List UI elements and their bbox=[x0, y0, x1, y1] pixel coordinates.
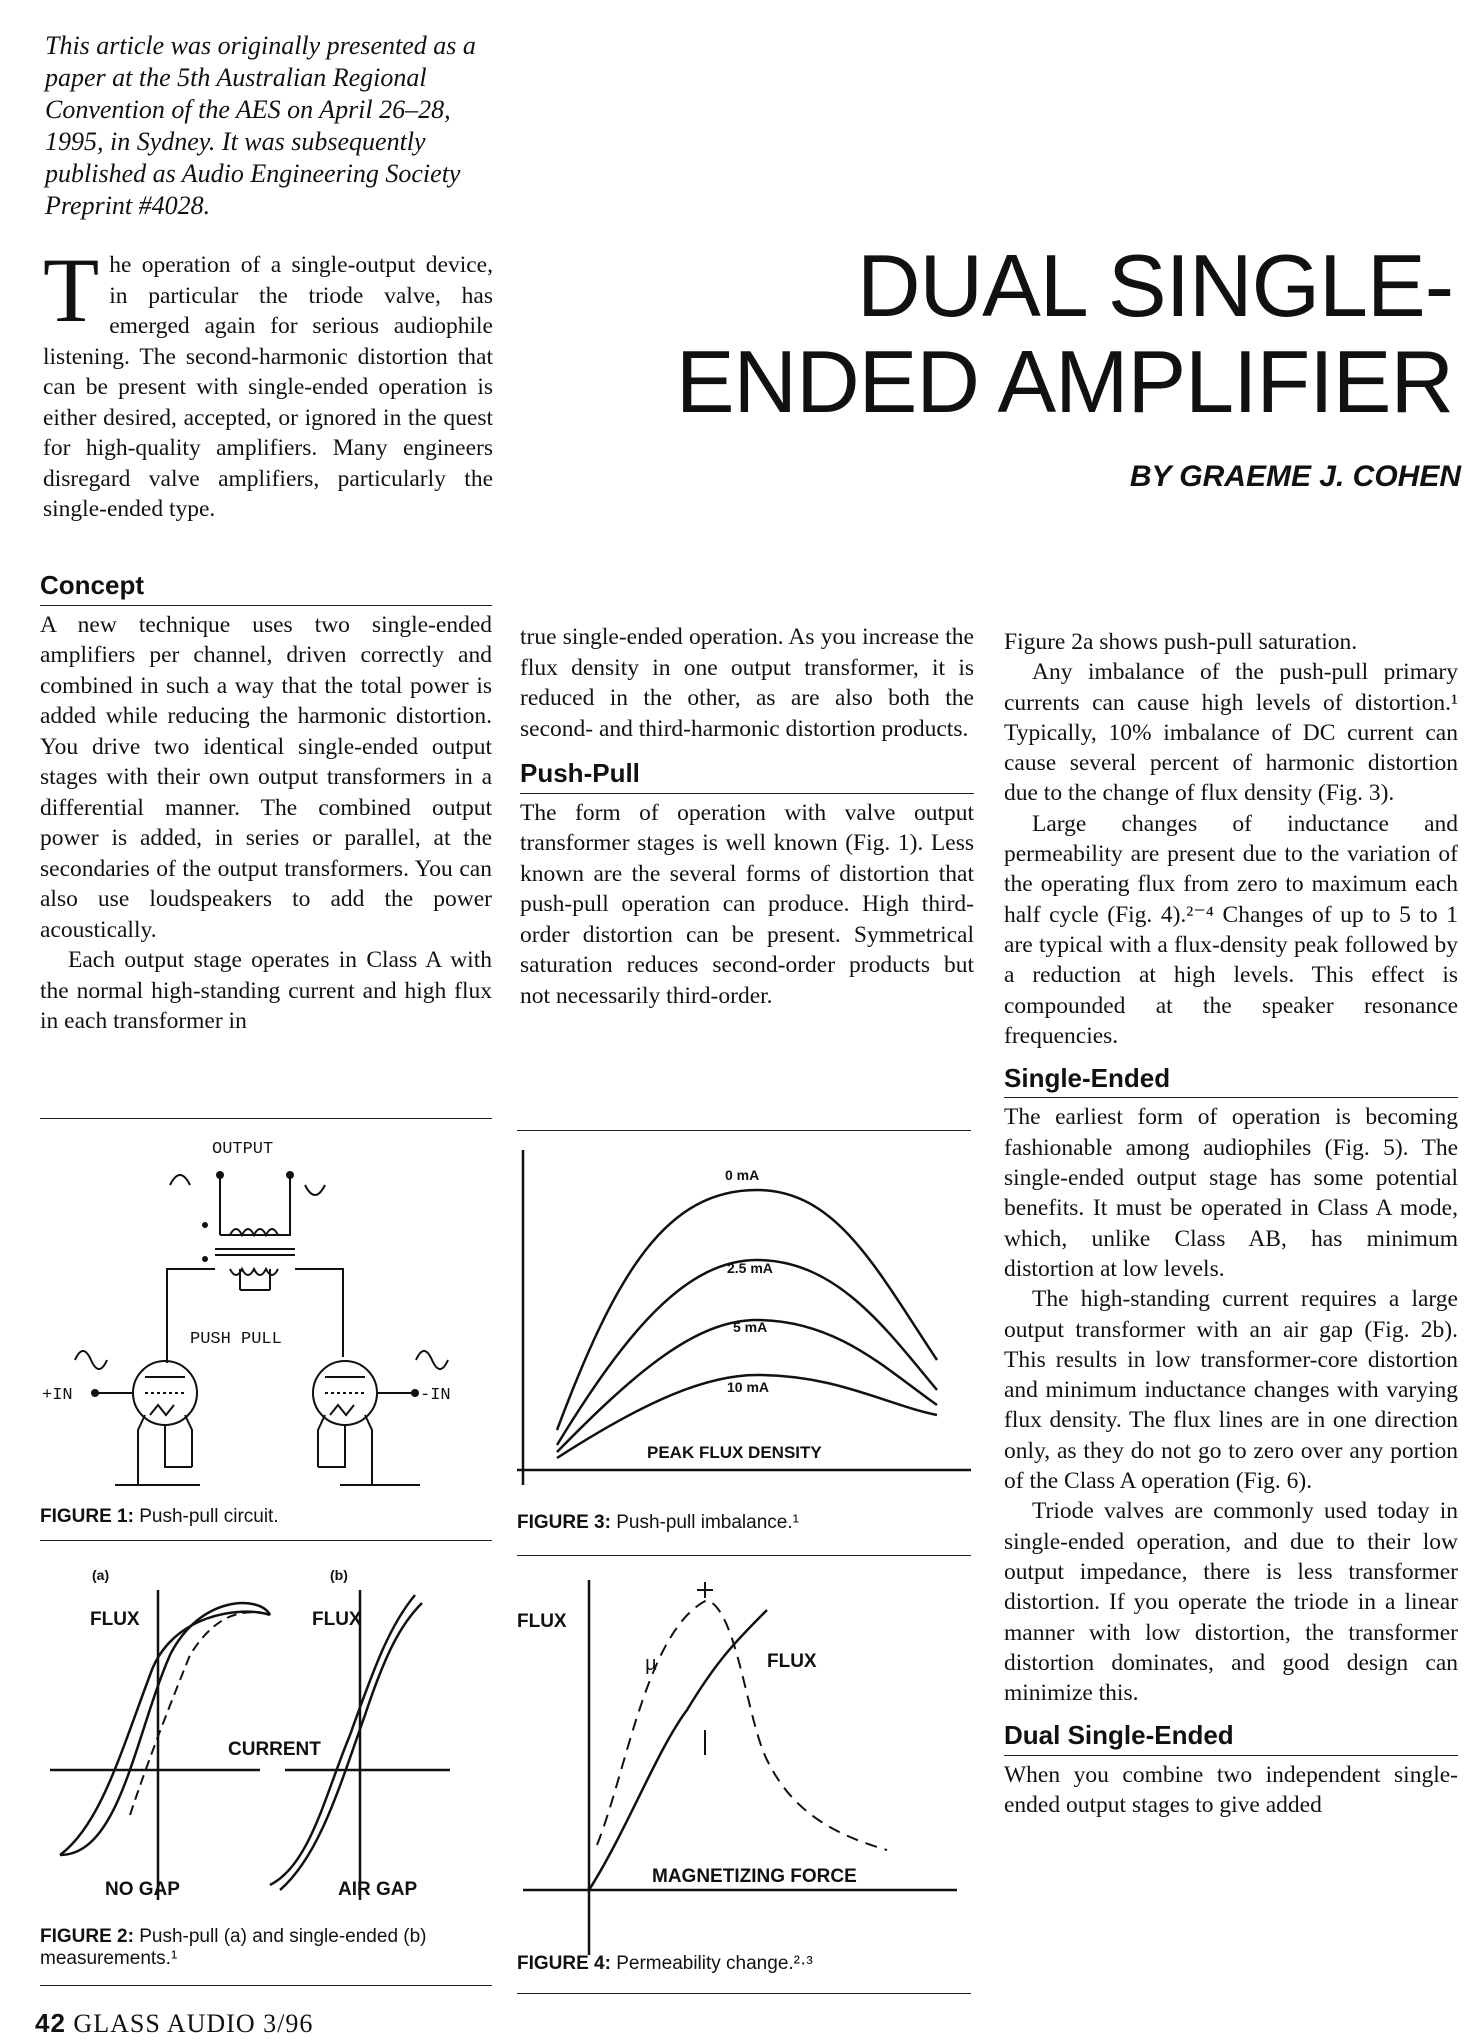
fig2-a-label: (a) bbox=[92, 1567, 110, 1583]
divider bbox=[40, 1118, 492, 1119]
caption-text: Push-pull (a) and single-ended (b) measurements.¹ bbox=[40, 1926, 427, 1969]
paragraph: Each output stage operates in Class A with the normal high-standing current and high flux in each transformer in bbox=[40, 947, 492, 1034]
paragraph: The high-standing current requires a large output transformer with an air gap (Fig. 2b). This results in low transformer-core distortion and minimum inductance changes with varying flux density. The flux lines are in one direction only, as they do not go to zero over any portion of the Class A operation (Fig. 6). bbox=[1004, 1286, 1458, 1495]
figure-1-caption bbox=[40, 1506, 279, 1528]
page-footer bbox=[35, 2008, 313, 2039]
divider bbox=[517, 1993, 971, 1994]
divider bbox=[517, 1130, 971, 1131]
flux-b-label: FLUX bbox=[312, 1609, 362, 1630]
drop-cap: T bbox=[43, 239, 100, 341]
paragraph: Any imbalance of the push-pull primary currents can cause high levels of distortion.¹ Typically, 10% imbalance of DC current can cause several percent of harmonic distortion due to the change of flux density (Fig. 3). bbox=[1004, 659, 1458, 807]
divider bbox=[40, 1540, 492, 1541]
curve-10ma-label: 10 mA bbox=[727, 1379, 770, 1395]
figure-4-permeability bbox=[517, 1570, 971, 1955]
flux-axis-label: FLUX bbox=[517, 1611, 567, 1632]
paragraph: When you combine two independent single-ended output stages to give added bbox=[1004, 1761, 1458, 1818]
journal-issue: GLASS AUDIO 3/96 bbox=[73, 2009, 314, 2038]
paragraph: Figure 2a shows push-pull saturation. bbox=[1004, 629, 1358, 655]
mu-label: μ bbox=[645, 1654, 658, 1677]
paragraph: Triode valves are commonly used today in single-ended operation, and due to their low output impedance, there is less transformer distortion. If you operate the triode in a linear manner with low distortion, the transformer distortion dominates, and good design can minimize this. bbox=[1004, 1498, 1458, 1707]
byline: BY GRAEME J. COHEN bbox=[1129, 460, 1461, 493]
fig2-b-label: (b) bbox=[330, 1567, 348, 1583]
title-line-2: ENDED AMPLIFIER bbox=[675, 332, 1453, 431]
page-number: 42 bbox=[35, 2008, 66, 2038]
intro-note: This article was originally presented as a paper at the 5th Australian Regional Convention of the AES on April 26–28, 1995, in Sydney. It was subsequently published as Audio Engineering Society Preprint #4028. bbox=[45, 31, 476, 220]
flux-curve-label: FLUX bbox=[767, 1651, 817, 1672]
peak-flux-density-label: PEAK FLUX DENSITY bbox=[647, 1443, 822, 1462]
figure-2-caption bbox=[40, 1926, 480, 1970]
figure-2-hysteresis bbox=[40, 1555, 492, 1935]
section-heading-single-ended: Single-Ended bbox=[1004, 1063, 1458, 1098]
paragraph: The form of operation with valve output transformer stages is well known (Fig. 1). Less known are the several forms of distortion that push-pull operation can produce. High third-order distortion can be present. Symmetrical saturation reduces second-order products but not necessarily third-order. bbox=[520, 799, 974, 1009]
caption-text: Push-pull imbalance.¹ bbox=[616, 1512, 799, 1533]
column-3 bbox=[1004, 627, 1458, 1820]
divider bbox=[40, 1985, 492, 1986]
curve-5ma-label: 5 mA bbox=[733, 1319, 768, 1335]
lead-text: he operation of a single-output device, in particular the triode valve, has emerged again for serious audiophile listening. The second-harmonic distortion that can be present with single-ended operation is either desired, accepted, or ignored in the quest for high-quality amplifiers. Many engineers disregard valve amplifiers, particularly the single-ended type. bbox=[43, 252, 493, 522]
caption-label: FIGURE 3: bbox=[517, 1512, 611, 1533]
figure-1-circuit bbox=[40, 1125, 492, 1505]
minus-in-label: -IN bbox=[420, 1386, 451, 1405]
caption-label: FIGURE 4: bbox=[517, 1953, 611, 1974]
output-label: OUTPUT bbox=[212, 1140, 274, 1159]
magnetizing-force-label: MAGNETIZING FORCE bbox=[652, 1866, 857, 1887]
title-line-1: DUAL SINGLE- bbox=[856, 236, 1453, 335]
section-heading-push-pull: Push-Pull bbox=[520, 758, 974, 794]
lead-paragraph bbox=[43, 239, 493, 525]
figure-4-caption bbox=[517, 1953, 813, 1975]
caption-text: Push-pull circuit. bbox=[139, 1506, 279, 1527]
caption-text: Permeability change.²·³ bbox=[616, 1953, 813, 1974]
column-1 bbox=[40, 570, 492, 1037]
air-gap-label: AIR GAP bbox=[338, 1879, 418, 1900]
paragraph: Large changes of inductance and permeability are present due to the variation of the operating flux from zero to maximum each half cycle (Fig. 4).²⁻⁴ Changes of up to 5 to 1 are typical with a flux-density peak followed by a reduction at high levels. This effect is compounded at the speaker resonance frequencies. bbox=[1004, 810, 1458, 1049]
figure-3-flux-curves bbox=[517, 1140, 971, 1490]
curve-2-5ma-label: 2.5 mA bbox=[727, 1260, 773, 1276]
caption-label: FIGURE 1: bbox=[40, 1506, 134, 1527]
paragraph: The earliest form of operation is becoming fashionable among audiophiles (Fig. 5). The single-ended output stage has some potential benefits. It must be operated in Class A mode, which, unlike Class AB, has minimum distortion at low levels. bbox=[1004, 1104, 1458, 1282]
flux-a-label: FLUX bbox=[90, 1609, 140, 1630]
current-label: CURRENT bbox=[228, 1739, 321, 1760]
no-gap-label: NO GAP bbox=[105, 1879, 180, 1900]
plus-in-label: +IN bbox=[42, 1386, 73, 1405]
article-title bbox=[676, 238, 1453, 430]
section-heading-dual-single-ended: Dual Single-Ended bbox=[1004, 1720, 1458, 1755]
curve-0ma-label: 0 mA bbox=[725, 1167, 760, 1183]
divider bbox=[517, 1555, 971, 1556]
push-pull-label: PUSH PULL bbox=[190, 1330, 282, 1349]
caption-label: FIGURE 2: bbox=[40, 1926, 134, 1947]
paragraph: true single-ended operation. As you increase the flux density in one output transformer, it is reduced in the other, as are also both the second- and third-harmonic distortion products. bbox=[520, 624, 974, 742]
paragraph: A new technique uses two single-ended amplifiers per channel, driven correctly and combined in such a way that the total power is added while reducing the harmonic distortion. You drive two identical single-ended output stages with their own output transformers in a differential manner. The combined output power is added, in series or parallel, at the secondaries of the output transformers. You can also use loudspeakers to add the power acoustically. bbox=[40, 611, 492, 943]
column-2 bbox=[520, 622, 974, 1011]
figure-3-caption bbox=[517, 1512, 799, 1534]
section-heading-concept: Concept bbox=[40, 570, 492, 606]
